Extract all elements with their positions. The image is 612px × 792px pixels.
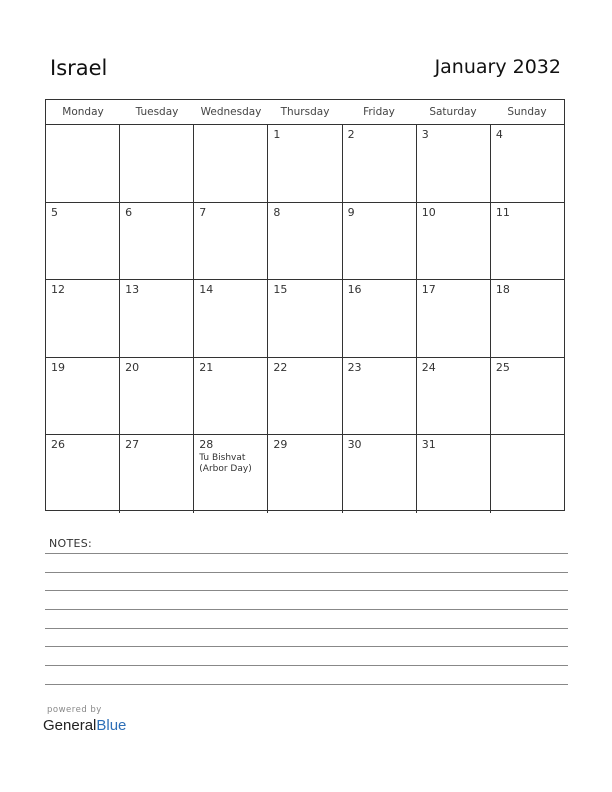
notes-line <box>45 572 568 573</box>
week-row <box>46 358 564 436</box>
day-number: 5 <box>51 205 58 219</box>
day-cell <box>268 358 342 435</box>
notes-line <box>45 553 568 554</box>
day-cell <box>491 125 564 202</box>
notes-line <box>45 609 568 610</box>
day-cell <box>268 280 342 357</box>
day-number: 17 <box>421 283 436 296</box>
day-number: 26 <box>51 438 65 451</box>
day-cell <box>194 125 268 202</box>
day-number: 25 <box>495 360 510 374</box>
notes-line <box>45 590 568 591</box>
day-number: 14 <box>199 283 214 296</box>
day-cell <box>343 125 417 202</box>
day-number: 20 <box>125 360 140 374</box>
day-cell <box>268 435 342 513</box>
day-number: 29 <box>273 438 288 451</box>
day-cell <box>46 280 120 357</box>
day-cell <box>417 125 491 202</box>
week-row <box>46 280 564 358</box>
day-cell <box>491 280 564 357</box>
day-number: 2 <box>347 128 355 141</box>
day-cell <box>120 203 194 280</box>
day-number: 10 <box>421 205 436 219</box>
weekday-wednesday: Wednesday <box>200 106 262 118</box>
day-cell <box>491 203 564 280</box>
day-cell <box>46 125 120 202</box>
day-cell <box>194 203 268 280</box>
day-cell <box>120 125 194 202</box>
day-number: 28 <box>199 438 214 451</box>
day-cell <box>417 358 491 435</box>
day-cell <box>268 203 342 280</box>
weekday-saturday: Saturday <box>429 106 477 118</box>
weekday-tuesday: Tuesday <box>135 106 179 118</box>
day-number: 9 <box>347 205 355 219</box>
day-cell <box>46 358 120 435</box>
day-number: 24 <box>421 360 436 374</box>
day-cell <box>491 435 564 513</box>
day-number: 27 <box>125 438 140 451</box>
day-cell <box>194 280 268 357</box>
day-number: 13 <box>125 283 140 296</box>
brand-blue: Blue <box>96 717 127 734</box>
day-number: 22 <box>273 360 288 374</box>
notes-line <box>45 665 568 666</box>
day-number: 15 <box>273 283 288 296</box>
generalblue-logo[interactable] <box>43 717 126 734</box>
day-number: 23 <box>347 360 362 374</box>
day-number: 12 <box>51 283 65 296</box>
weekday-thursday: Thursday <box>280 106 330 118</box>
day-number: 8 <box>273 205 281 219</box>
day-cell <box>417 435 491 513</box>
notes-line <box>45 684 568 685</box>
weekday-header-row <box>46 100 564 125</box>
day-cell <box>417 203 491 280</box>
day-cell <box>194 358 268 435</box>
day-number: 31 <box>421 438 436 451</box>
day-number: 6 <box>125 205 133 219</box>
day-cell <box>343 358 417 435</box>
week-row <box>46 435 564 513</box>
day-number: 1 <box>273 128 281 141</box>
day-number: 11 <box>495 205 510 219</box>
month-title: January 2032 <box>434 56 561 78</box>
day-cell <box>417 280 491 357</box>
day-number: 4 <box>495 128 503 141</box>
day-number: 3 <box>421 128 429 141</box>
calendar-grid <box>45 99 565 511</box>
day-number: 16 <box>347 283 362 296</box>
day-number: 7 <box>199 205 207 219</box>
day-number: 21 <box>199 360 214 374</box>
notes-label: NOTES: <box>49 537 93 550</box>
day-cell <box>343 435 417 513</box>
week-row <box>46 203 564 281</box>
weekday-sunday: Sunday <box>507 106 547 118</box>
country-title: Israel <box>50 56 108 80</box>
day-cell <box>491 358 564 435</box>
day-cell <box>46 435 120 513</box>
day-number: 18 <box>495 283 510 296</box>
day-cell <box>343 280 417 357</box>
day-number: 19 <box>51 360 65 374</box>
day-cell <box>194 435 268 513</box>
day-cell <box>120 280 194 357</box>
brand-general: General <box>43 717 97 734</box>
day-cell <box>120 358 194 435</box>
day-cell <box>343 203 417 280</box>
powered-by-text: powered by <box>47 705 102 715</box>
weekday-monday: Monday <box>62 106 104 118</box>
day-number: 30 <box>347 438 362 451</box>
weekday-friday: Friday <box>363 106 395 118</box>
holiday-label: Tu Bishvat (Arbor Day) <box>199 453 252 474</box>
week-row <box>46 125 564 203</box>
notes-line <box>45 628 568 629</box>
notes-line <box>45 646 568 647</box>
day-cell <box>120 435 194 513</box>
day-cell <box>46 203 120 280</box>
day-cell <box>268 125 342 202</box>
